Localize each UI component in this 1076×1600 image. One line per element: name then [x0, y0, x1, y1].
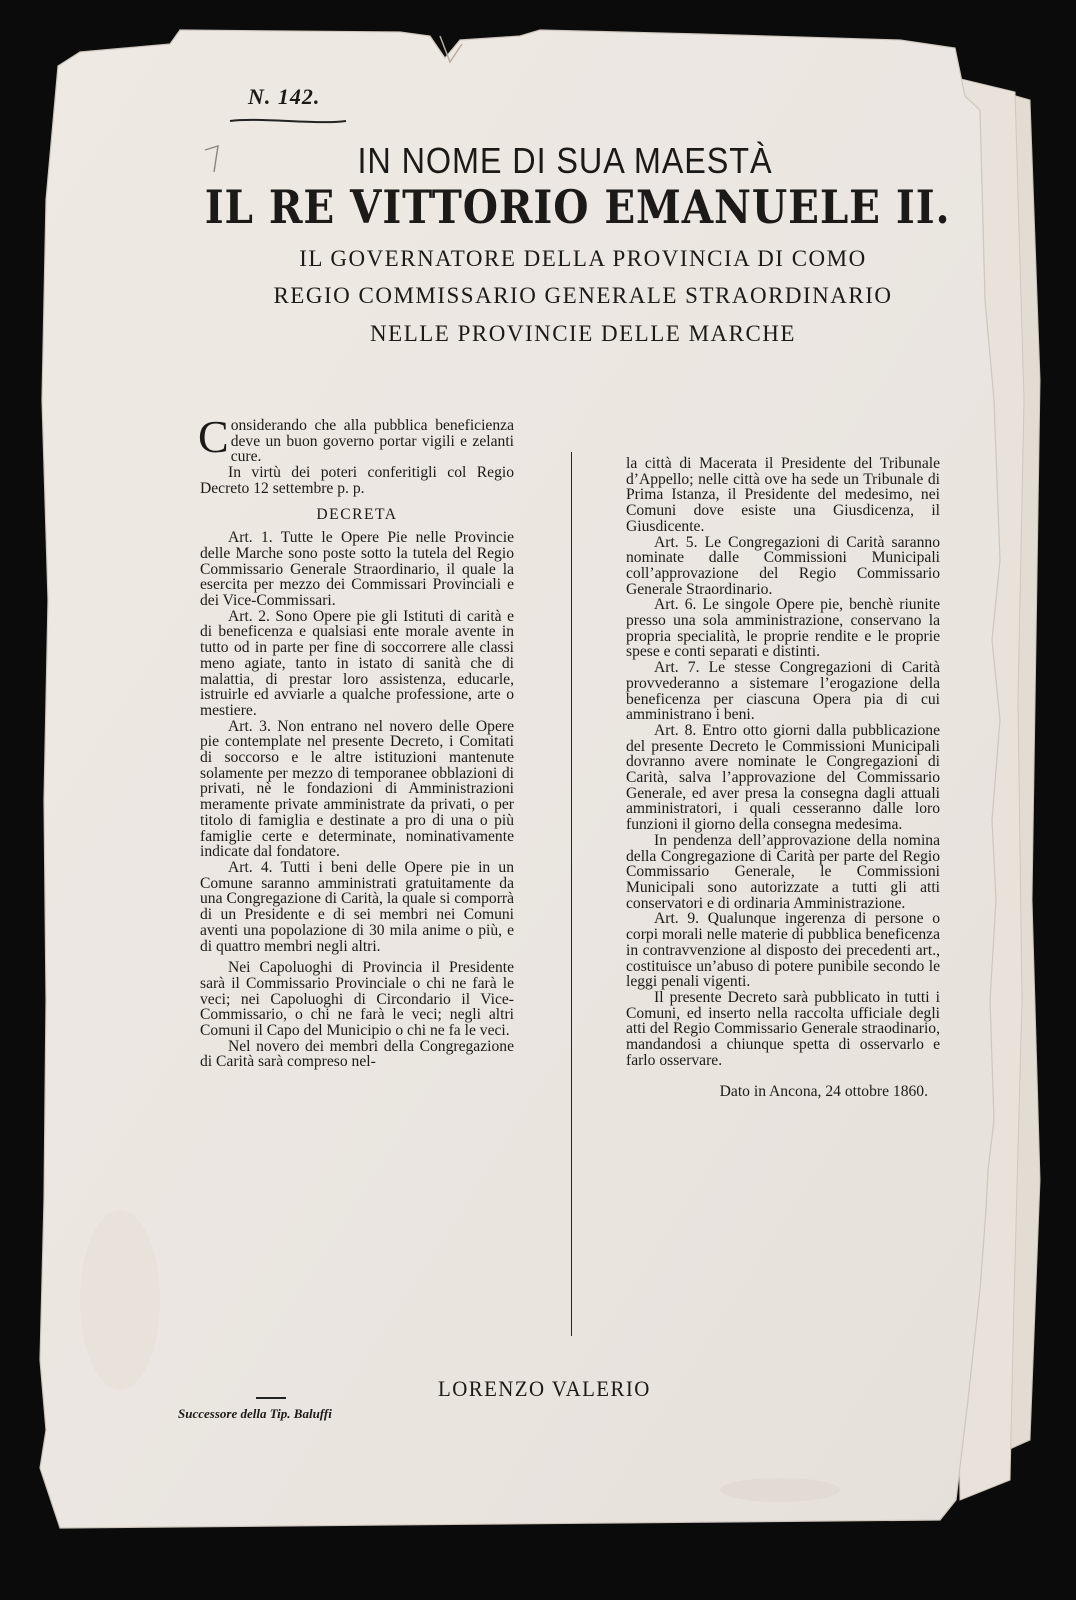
article-9: Art. 9. Qualunque ingerenza di persone o corpi morali nelle materie di pubblica beneficenza in contravvenzione al disposto dei precedenti art., costituisce un’abuso di potere punibile secondo le leggi penali vigenti. [626, 910, 940, 991]
heading-invocation: IN NOME DI SUA MAESTÀ [357, 140, 773, 181]
paragraph-capoluoghi: Nei Capoluoghi di Provincia il Presidente sarà il Commissario Provinciale o chi ne farà le veci; nei Capoluoghi di Circondario il Vice-Commissario, o chi ne farà le veci; negli altri Comuni il Capo del Municipio o chi ne fa le veci. [200, 959, 514, 1040]
column-divider [571, 452, 572, 1336]
article-8: Art. 8. Entro otto giorni dalla pubblicazione del presente Decreto le Commissioni Municipali dovranno avere nominate le Congregazioni di Carità, salva l’approvazione del Commissario Generale, ed aver presa la consegna dagli attuali amministratori, i quali cesseranno dalle loro funzioni il giorno della consegna medesima. [626, 721, 940, 834]
heading-king: IL RE VITTORIO EMANUELE II. [204, 180, 951, 234]
article-3: Art. 3. Non entrano nel novero delle Opere pie contemplate nel presente Decreto, i Comitati di soccorso e le altre istituzioni mantenute solamente per mezzo di temporanee obblazioni di privati, nè le fondazioni di Amministrazioni meramente private amministrate da privati, o per titolo di famiglia e destinate a pro di una o più famiglie certe e determinate, nominativamente indicate dal fondatore. [200, 717, 514, 861]
article-4: Art. 4. Tutti i beni delle Opere pie in un Comune saranno amministrati gratuitamente da una Congregazione di Carità, la quale si comporrà di un Presidente e di sei membri nei Comuni aventi una popolazione di 30 mila anime o più, e di quattro membri negli altri. [200, 858, 514, 955]
right-column [626, 456, 940, 1100]
paragraph-pendenza: In pendenza dell’approvazione della nomina della Congregazione di Carità per parte del Regio Commissario Generale, le Commissioni Municipali sono autorizzate a tutti gli atti conservatori e di ordinaria Amministrazione. [626, 831, 940, 912]
printer-credit: Successore della Tip. Baluffi [178, 1406, 332, 1421]
left-column [198, 411, 514, 1071]
printer-rule [256, 1397, 286, 1399]
date-line: Dato in Ancona, 24 ottobre 1860. [719, 1083, 928, 1101]
signature-name: LORENZO VALERIO [438, 1376, 651, 1401]
drop-cap: C [198, 411, 229, 462]
heading-commissioner: REGIO COMMISSARIO GENERALE STRAORDINARIO [273, 283, 893, 308]
heading-provinces: NELLE PROVINCIE DELLE MARCHE [370, 321, 796, 346]
paragraph-continuation: la città di Macerata il Presidente del Tribunale d’Appello; nelle città ove ha sede un Tribunale di Prima Istanza, il Presidente del medesimo, nei Comuni dove esiste una Giusdicenza, il Giusdicente. [626, 455, 940, 535]
paragraph-considerando-text: onsiderando che alla pubblica beneficienza deve un buon governo portar vigili e zelanti cure. [230, 417, 514, 466]
article-7: Art. 7. Le stesse Congregazioni di Carità provvederanno a sistemare l’erogazione della beneficenza per ciascuna Opera pia di cui amministrano i beni. [626, 659, 940, 724]
paragraph-novero: Nel novero dei membri della Congregazione di Carità sarà compreso nel- [200, 1037, 514, 1071]
article-2: Art. 2. Sono Opere pie gli Istituti di carità e di beneficenza e qualsiasi ente morale avente in tutto od in parte per fine di soccorrere alle classi meno agiate, tanto in istato di sanità che di malattia, di prestar loro assistenza, educarle, istruirle ed avviarle a qualche professione, arte o mestiere. [200, 607, 514, 719]
heading-governor: IL GOVERNATORE DELLA PROVINCIA DI COMO [299, 246, 867, 271]
decreta-heading: DECRETA [316, 505, 398, 523]
paragraph-considerando [198, 411, 514, 466]
article-1: Art. 1. Tutte le Opere Pie nelle Provincie delle Marche sono poste sotto la tutela del Regio Commissario Generale Straordinario, il quale la esercita per mezzo dei Commissari Provinciali e dei Vice-Commissari. [200, 529, 514, 610]
decree-number: N. 142. [248, 84, 321, 109]
paragraph-poteri: In virtù dei poteri conferitigli col Regio Decreto 12 settembre p. p. [200, 464, 514, 497]
article-5: Art. 5. Le Congregazioni di Carità saranno nominate dalle Commissioni Municipali coll’approvazione del Regio Commissario Generale Straordinario. [626, 533, 940, 598]
paragraph-presente: Il presente Decreto sarà pubblicato in tutti i Comuni, ed inserto nella raccolta ufficiale degli atti del Regio Commissario Generale straodinario, mandandosi a chiunque spetta di osservarlo e farlo osservare. [626, 988, 940, 1069]
article-6: Art. 6. Le singole Opere pie, benchè riunite presso una sola amministrazione, conservano la propria specialità, le proprie rendite e le proprie spese e conti separati e distinti. [626, 596, 940, 661]
